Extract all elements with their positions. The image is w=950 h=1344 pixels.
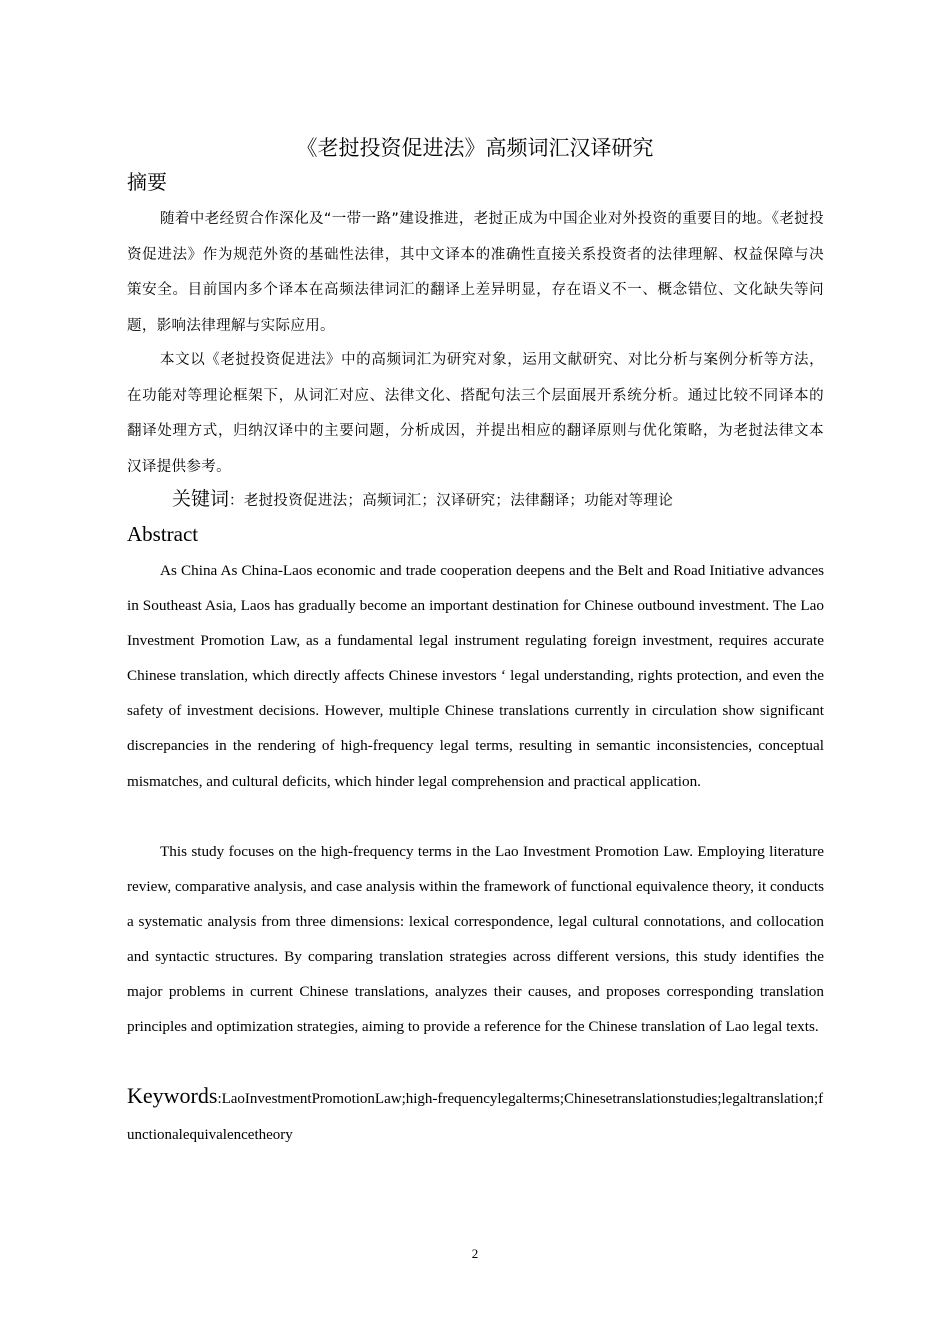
- abstract-en-heading: Abstract: [127, 522, 199, 546]
- page-number: 2: [471, 1246, 479, 1261]
- keywords-en: [127, 1078, 824, 1153]
- keywords-zh: [172, 484, 673, 514]
- keywords-zh-label: 关键词: [172, 488, 230, 510]
- keywords-zh-text: ：老挝投资促进法；高频词汇；汉译研究；法律翻译；功能对等理论: [229, 493, 674, 509]
- abstract-en-paragraph-1: As China As China-Laos economic and trade cooperation deepens and the Belt and Road Initiative advances in Southeast Asia, Laos has gradually become an important destination for Chinese outbound investment. The Lao Investment Promotion Law, as a fundamental legal instrument regulating foreign investment, requires accurate Chinese translation, which directly affects Chinese investors ‘ legal understanding, rights protection, and even the safety of investment decisions. However, multiple Chinese translations currently in circulation show significant discrepancies in the rendering of high-frequency legal terms, resulting in semantic inconsistencies, conceptual mismatches, and cultural deficits, which hinder legal comprehension and practical application.: [127, 562, 824, 790]
- abstract-zh-heading: 摘要: [127, 170, 167, 194]
- keywords-en-text: :LaoInvestmentPromotionLaw;high-frequencylegalterms;Chinesetranslationstudies;legaltranslation;functionalequivalencetheory: [127, 1091, 824, 1143]
- abstract-zh-paragraph-2: 本文以《老挝投资促进法》中的高频词汇为研究对象，运用文献研究、对比分析与案例分析等方法，在功能对等理论框架下，从词汇对应、法律文化、搭配句法三个层面展开系统分析。通过比较不同译本的翻译处理方式，归纳汉译中的主要问题，分析成因，并提出相应的翻译原则与优化策略，为老挝法律文本汉译提供参考。: [127, 352, 824, 475]
- document-title: 《老挝投资促进法》高频词汇汉译研究: [296, 136, 654, 160]
- abstract-zh-paragraph-1: 随着中老经贸合作深化及“一带一路”建设推进，老挝正成为中国企业对外投资的重要目的地。《老挝投资促进法》作为规范外资的基础性法律，其中文译本的准确性直接关系投资者的法律理解、权益保障与决策安全。目前国内多个译本在高频法律词汇的翻译上差异明显，存在语义不一、概念错位、文化缺失等问题，影响法律理解与实际应用。: [127, 211, 824, 334]
- abstract-en-paragraph-2: This study focuses on the high-frequency terms in the Lao Investment Promotion Law. Employing literature review, comparative analysis, and case analysis within the framework of functional equivalence theory, it conducts a systematic analysis from three dimensions: lexical correspondence, legal cultural connotations, and collocation and syntactic structures. By comparing translation strategies across different versions, this study identifies the major problems in current Chinese translations, analyzes their causes, and proposes corresponding translation principles and optimization strategies, aiming to provide a reference for the Chinese translation of Lao legal texts.: [127, 843, 824, 1036]
- keywords-en-label: Keywords: [127, 1083, 218, 1108]
